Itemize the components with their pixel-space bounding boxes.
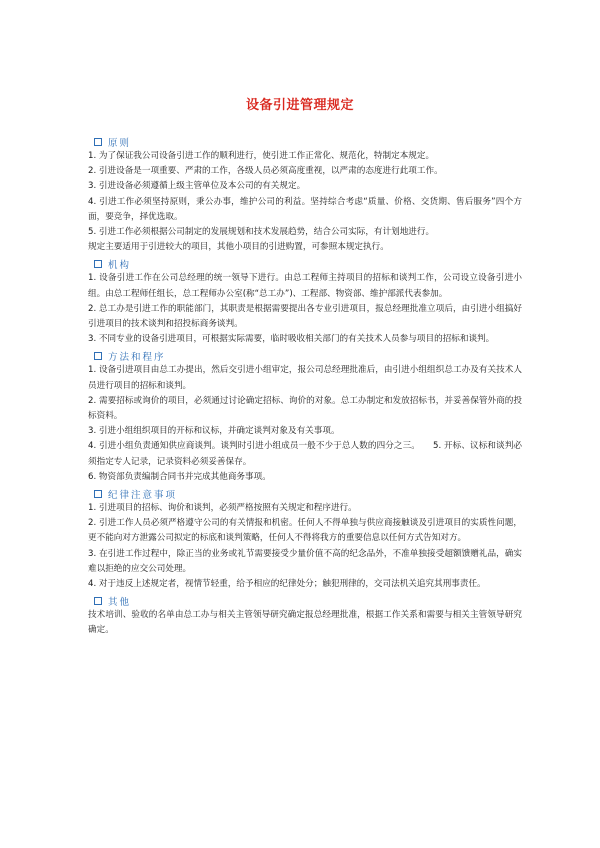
section-heading-discipline — [88, 486, 522, 501]
section-heading-label: 纪律注意事项 — [108, 489, 178, 501]
paragraph: 1. 设备引进项目由总工办提出，然后交引进小组审定，报公司总经理批准后，由引进小组组织总工办及有关技术人员进行项目的招标和谈判。 — [88, 365, 522, 391]
paragraph: 3. 引进设备必须遵循上级主管单位及本公司的有关规定。 — [88, 181, 306, 192]
paragraph: 1. 引进项目的招标、询价和谈判，必须严格按照有关规定和程序进行。 — [88, 503, 357, 514]
paragraph: 6. 物资部负责编制合同书并完成其他商务事项。 — [88, 471, 271, 482]
paragraph: 2. 需要招标或询价的项目，必须通过讨论确定招标、询价的对象。总工办制定和发放招标书，并妥善保管外商的投标资料。 — [88, 395, 522, 422]
paragraph: 1. 设备引进工作在公司总经理的统一领导下进行。由总工程师主持项目的招标和谈判工作，公司设立设备引进小组。由总工程师任组长，总工程师办公室(称“总工办”)、工程部、物资部、维护部派代表参加。 — [88, 273, 522, 299]
checkbox-icon — [94, 490, 102, 498]
checkbox-icon — [94, 260, 102, 268]
section-heading-label: 其他 — [108, 596, 132, 608]
section-heading-label: 方法和程序 — [108, 351, 166, 363]
section-heading-principles — [88, 134, 522, 149]
paragraph: 技术培训、验收的名单由总工办与相关主管领导研究确定报总经理批准，根据工作关系和需要与相关主管领导研究确定。 — [88, 610, 522, 636]
paragraph: 3. 不同专业的设备引进项目，可根据实际需要，临时吸收相关部门的有关技术人员参与项目的招标和谈判。 — [88, 334, 495, 345]
document-title: 设备引进管理规定 — [245, 98, 354, 113]
paragraph: 规定主要适用于引进较大的项目，其他小项目的引进购置，可参照本规定执行。 — [88, 242, 389, 253]
paragraph: 3. 在引进工作过程中，除正当的业务或礼节需要接受少量价值不高的纪念品外，不准单独接受超额馈赠礼品，确实难以拒绝的应交公司处理。 — [88, 548, 522, 574]
section-heading-label: 机构 — [108, 259, 132, 271]
section-heading-other — [88, 593, 522, 608]
checkbox-icon — [94, 597, 102, 605]
paragraph: 2. 总工办是引进工作的职能部门，其职责是根据需要提出各专业引进项目，报总经理批准立项后，由引进小组搞好引进项目的技术谈判和招投标商务谈判。 — [88, 303, 522, 330]
checkbox-icon — [94, 352, 102, 360]
paragraph: 2. 引进工作人员必须严格遵守公司的有关情报和机密。任何人不得单独与供应商接触谈及引进项目的实质性问题，更不能向对方泄露公司拟定的标底和谈判策略，任何人不得将我方的重要信息以任何方式告知对方。 — [88, 518, 522, 544]
section-heading-methods — [88, 348, 522, 363]
paragraph: 3. 引进小组组织项目的开标和议标，并确定谈判对象及有关事项。 — [88, 426, 340, 437]
section-heading-organization — [88, 256, 522, 271]
document-body — [88, 133, 522, 639]
paragraph: 1. 为了保证我公司设备引进工作的顺利进行，使引进工作正常化、规范化，特制定本规定。 — [88, 151, 435, 161]
paragraph: 2. 引进设备是一项重要、严肃的工作，各级人员必须高度重视，以严肃的态度进行此项工作。 — [88, 166, 443, 177]
section-heading-label: 原则 — [108, 137, 132, 149]
paragraph: 4. 引进小组负责通知供应商谈判。谈判时引进小组成员一般不少于总人数的四分之三。 5. 开标、议标和谈判必须指定专人记录，记录资料必须妥善保存。 — [88, 441, 522, 467]
paragraph: 4. 对于违反上述规定者，视情节轻重，给予相应的纪律处分；触犯刑律的，交司法机关追究其刑事责任。 — [88, 579, 486, 590]
checkbox-icon — [94, 138, 102, 146]
paragraph: 4. 引进工作必须坚持原则，秉公办事，维护公司的利益。坚持综合考虑“质量、价格、交货期、售后服务”四个方面，要竞争，择优选取。 — [88, 196, 522, 222]
paragraph: 5. 引进工作必须根据公司制定的发展规划和技术发展趋势，结合公司实际，有计划地进行。 — [88, 227, 435, 238]
